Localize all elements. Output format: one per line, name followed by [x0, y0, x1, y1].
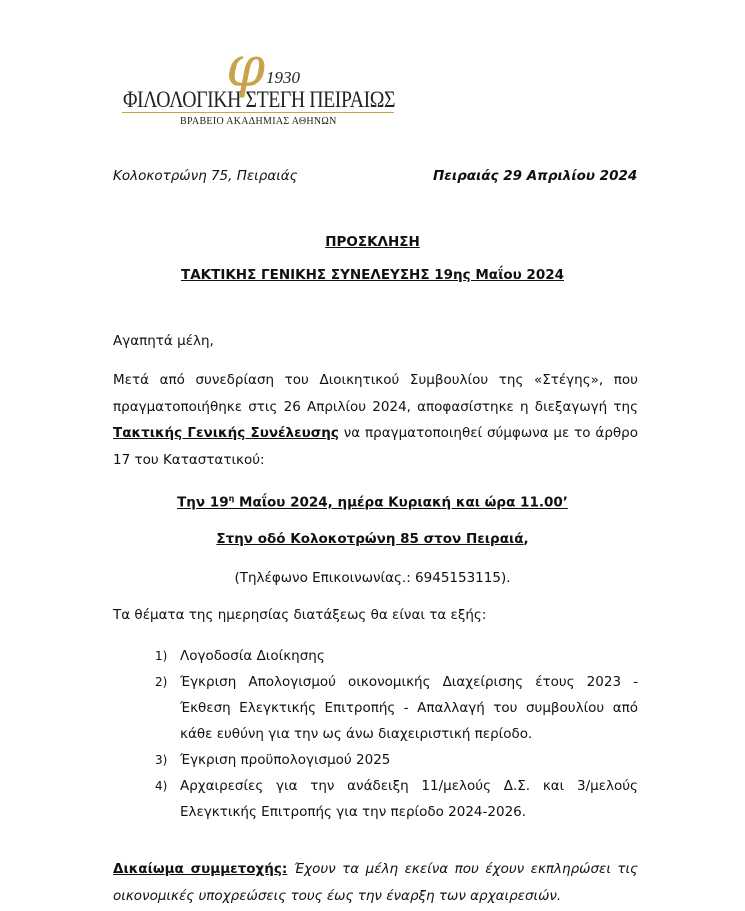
meeting-day-suffix: η	[228, 494, 235, 503]
agenda-item-number: 2)	[155, 675, 168, 689]
participation-text: Έχουν τα μέλη εκείνα που έχουν εκπληρώσει τις	[287, 861, 638, 877]
logo-divider	[122, 112, 394, 113]
logo-phi-mark: φ	[226, 35, 266, 100]
assembly-name: Τακτικής Γενικής Συνέλευσης	[113, 425, 339, 441]
logo-name: ΦΙΛΟΛΟΓΙΚΗ ΣΤΕΓΗ ΠΕΙΡΑΙΩΣ	[123, 87, 396, 112]
meeting-time: Μαΐου 2024, ημέρα Κυριακή και ώρα 11.00’	[234, 494, 568, 511]
agenda-item-number: 4)	[155, 779, 168, 793]
agenda-item-text: Έγκριση προϋπολογισμού 2025	[180, 752, 391, 768]
meeting-datetime	[0, 490, 745, 512]
contact-phone: (Τηλέφωνο Επικοινωνίας.: 6945153115).	[234, 570, 511, 586]
agenda-item	[155, 669, 638, 747]
greeting: Αγαπητά μέλη,	[113, 333, 214, 349]
agenda-item-text: Λογοδοσία Διοίκησης	[180, 648, 325, 664]
letter-date: Πειραιάς 29 Απριλίου 2024	[433, 168, 638, 184]
agenda-item-text: Αρχαιρεσίες για την ανάδειξη 11/μελούς Δ.Σ. και 3/μελούς	[180, 778, 638, 794]
agenda-item-text: Ελεγκτικής Επιτροπής για την περίοδο 2024-2026.	[180, 804, 527, 820]
agenda-item-text: Έγκριση Απολογισμού οικονομικής Διαχείρισης έτους 2023 -	[180, 674, 638, 690]
logo-subtitle: ΒΡΑΒΕΙΟ ΑΚΑΔΗΜΙΑΣ ΑΘΗΝΩΝ	[180, 116, 337, 127]
logo	[118, 35, 403, 130]
agenda-item	[155, 747, 638, 773]
participation-label: Δικαίωμα συμμετοχής:	[113, 861, 288, 877]
meeting-day: Την 19	[177, 494, 229, 511]
intro-line	[113, 420, 638, 447]
meeting-location	[0, 530, 745, 548]
agenda-item-number: 3)	[155, 753, 168, 767]
agenda-list	[155, 643, 638, 825]
meeting-address: Στην οδό Κολοκοτρώνη 85 στον Πειραιά	[216, 531, 524, 547]
agenda-item	[155, 773, 638, 825]
document-title: ΠΡΟΣΚΛΗΣΗ	[325, 234, 420, 250]
agenda-item-number: 1)	[155, 649, 168, 663]
sender-address: Κολοκοτρώνη 75, Πειραιάς	[113, 168, 298, 184]
intro-line-rest: να πραγματοποιηθεί σύμφωνα με το άρθρο	[338, 425, 638, 441]
agenda-item-text: κάθε ευθύνη για την ως άνω διαχειριστική περίοδο.	[180, 726, 533, 742]
participation-line: οικονομικές υποχρεώσεις τους έως την έναρξη των αρχαιρεσιών.	[113, 887, 562, 904]
intro-paragraph	[113, 367, 638, 473]
intro-line: 17 του Καταστατικού:	[113, 451, 265, 468]
document-subtitle: ΤΑΚΤΙΚΗΣ ΓΕΝΙΚΗΣ ΣΥΝΕΛΕΥΣΗΣ 19ης Μαΐου 2024	[181, 267, 564, 283]
participation-paragraph	[113, 856, 638, 909]
agenda-item-text: Έκθεση Ελεγκτικής Επιτροπής - Απαλλαγή του συμβουλίου από	[180, 700, 638, 716]
intro-line: Μετά από συνεδρίαση του Διοικητικού Συμβουλίου της «Στέγης», που	[113, 372, 638, 388]
intro-line: πραγματοποιήθηκε στις 26 Απριλίου 2024, αποφασίστηκε η διεξαγωγή της	[113, 398, 638, 415]
agenda-intro: Τα θέματα της ημερησίας διατάξεως θα είναι τα εξής:	[113, 607, 487, 623]
meeting-address-comma: ,	[523, 531, 529, 547]
logo-year: 1930	[266, 68, 300, 87]
participation-line	[113, 856, 638, 883]
agenda-item	[155, 643, 638, 669]
